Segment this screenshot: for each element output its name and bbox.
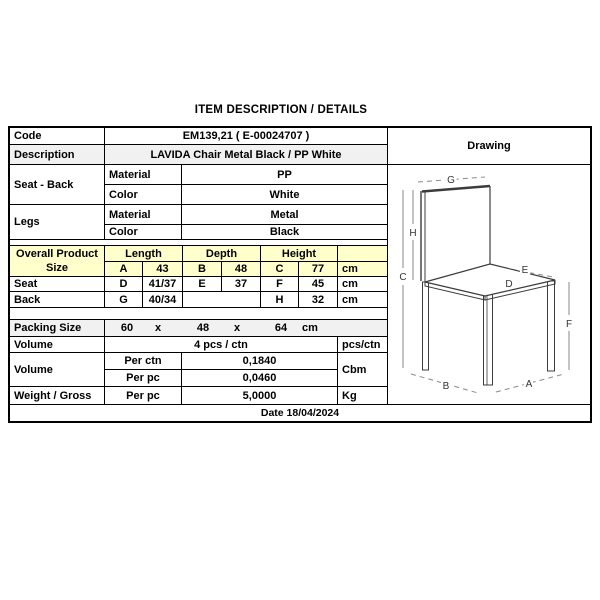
description-label: Description <box>10 145 105 165</box>
packing-dim-2: 48 <box>196 322 210 334</box>
back-unit: cm <box>338 292 388 308</box>
packing-x-1: x <box>154 322 162 334</box>
volume-cbm-label: Volume <box>10 353 105 387</box>
seat-unit: cm <box>338 277 388 292</box>
overall-value-b: 48 <box>222 262 261 277</box>
overall-key-c: C <box>261 262 299 277</box>
back-key-g: G <box>105 292 143 308</box>
drawing-header: Drawing <box>388 128 590 165</box>
packing-size-value <box>105 320 388 337</box>
packing-dim-3: 64 <box>274 322 288 334</box>
overall-key-b: B <box>183 262 222 277</box>
volume-ctn-unit: pcs/ctn <box>338 337 388 353</box>
drawing-canvas <box>388 165 590 405</box>
weight-per-pc-label: Per pc <box>105 387 182 405</box>
chair-leg-right <box>548 281 555 371</box>
chair-seat-top <box>425 264 555 296</box>
volume-cbm-unit: Cbm <box>338 353 388 387</box>
size-header-length: Length <box>105 246 183 262</box>
legs-material-label: Material <box>105 205 182 225</box>
chair-leg-back-left <box>423 282 429 370</box>
legs-color-label: Color <box>105 225 182 240</box>
dim-label-b: B <box>442 380 450 392</box>
seat-key-e: E <box>183 277 222 292</box>
chair-leg-front <box>484 294 493 385</box>
packing-dim-1: 60 <box>120 322 134 334</box>
volume-per-ctn-label: Per ctn <box>105 353 182 370</box>
seat-key-f: F <box>261 277 299 292</box>
weight-unit: Kg <box>338 387 388 405</box>
legs-label: Legs <box>10 205 105 240</box>
chair-drawing <box>388 165 590 405</box>
dim-label-c: C <box>399 271 407 283</box>
volume-per-pc-label: Per pc <box>105 370 182 387</box>
date-row: Date 18/04/2024 <box>10 405 590 421</box>
seat-back-material-value: PP <box>182 165 388 185</box>
code-label: Code <box>10 128 105 145</box>
back-depth-empty <box>183 292 261 308</box>
back-row-label: Back <box>10 292 105 308</box>
dim-label-e: E <box>521 264 529 276</box>
dim-label-d: D <box>505 278 513 290</box>
weight-value: 5,0000 <box>182 387 338 405</box>
overall-value-c: 77 <box>299 262 338 277</box>
spec-table <box>8 126 592 423</box>
dim-label-a: A <box>525 378 533 390</box>
size-header-unit-empty <box>338 246 388 262</box>
dim-label-h: H <box>409 227 417 239</box>
size-label-line1: Overall Product <box>16 248 98 260</box>
size-label-line2: Size <box>45 262 68 274</box>
seat-back-color-label: Color <box>105 185 182 205</box>
volume-ctn-label: Volume <box>10 337 105 353</box>
code-value: EM139,21 ( E-00024707 ) <box>105 128 388 145</box>
back-key-h: H <box>261 292 299 308</box>
back-value-h: 32 <box>299 292 338 308</box>
seat-value-f: 45 <box>299 277 338 292</box>
seat-row-label: Seat <box>10 277 105 292</box>
size-header-height: Height <box>261 246 338 262</box>
weight-gross-label: Weight / Gross <box>10 387 105 405</box>
page-title: ITEM DESCRIPTION / DETAILS <box>194 104 368 116</box>
overall-unit: cm <box>338 262 388 277</box>
legs-material-value: Metal <box>182 205 388 225</box>
back-value-g: 40/34 <box>143 292 183 308</box>
packing-unit: cm <box>302 322 318 334</box>
dim-label-f: F <box>565 318 573 330</box>
seat-back-color-value: White <box>182 185 388 205</box>
chair-backrest-top-edge <box>422 186 490 192</box>
seat-back-label: Seat - Back <box>10 165 105 205</box>
legs-color-value: Black <box>182 225 388 240</box>
spacer-row-2 <box>10 308 388 320</box>
size-header-depth: Depth <box>183 246 261 262</box>
dim-label-g: G <box>447 174 455 186</box>
volume-per-ctn-value: 0,1840 <box>182 353 338 370</box>
seat-back-material-label: Material <box>105 165 182 185</box>
overall-value-a: 43 <box>143 262 183 277</box>
seat-key-d: D <box>105 277 143 292</box>
volume-per-pc-value: 0,0460 <box>182 370 338 387</box>
overall-key-a: A <box>105 262 143 277</box>
seat-value-e: 37 <box>222 277 261 292</box>
size-section-label <box>10 246 105 277</box>
packing-x-2: x <box>233 322 241 334</box>
description-value: LAVIDA Chair Metal Black / PP White <box>105 145 388 165</box>
volume-ctn-value: 4 pcs / ctn <box>105 337 338 353</box>
seat-value-d: 41/37 <box>143 277 183 292</box>
packing-size-label: Packing Size <box>10 320 105 337</box>
